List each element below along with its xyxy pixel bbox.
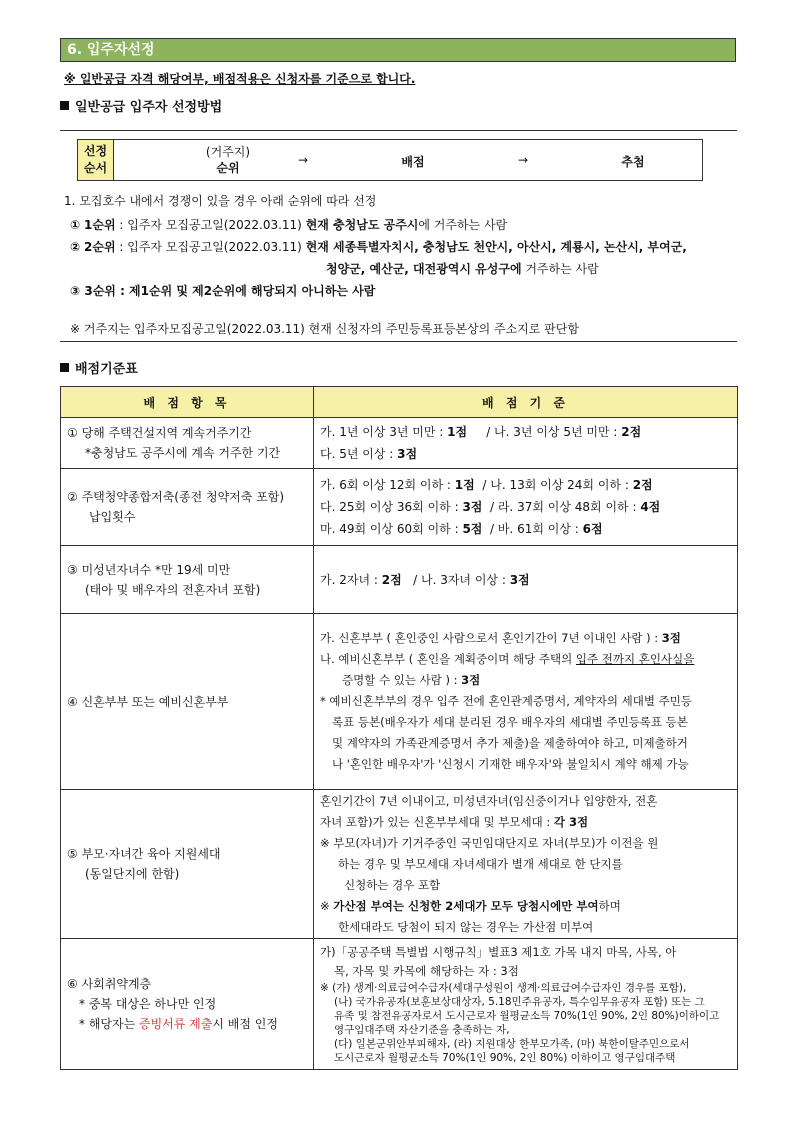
row1-item-line1: ① 당해 주택건설지역 계속거주기간 — [67, 426, 252, 440]
rank-2-regions: 현재 세종특별자치시, 충청남도 천안시, 아산시, 계룡시, 논산시, 부여군, — [305, 240, 687, 254]
flow-step-residence — [168, 144, 288, 176]
table-header-row — [61, 387, 738, 418]
row4-item-line1: ④ 신혼부부 또는 예비신혼부부 — [67, 694, 229, 709]
table-row — [61, 469, 738, 546]
row6-criteria — [314, 939, 738, 1070]
rank-3 — [70, 282, 375, 299]
row6-s4: 영구임대주택 자산기준을 충족하는 자, — [334, 1024, 510, 1036]
row6-s2: (나) 국가유공자(보훈보상대상자, 5.18민주유공자, 특수임무유공자 포함) 또는 그 — [334, 996, 705, 1008]
residence-note: ※ 거주지는 입주자모집공고일(2022.03.11) 현재 신청자의 주민등록표등본상의 주소지로 판단함 — [70, 322, 579, 336]
row4-c6: 및 계약자의 가족관계증명서 추가 제출)을 제출하여야 하고, 미제출하거 — [332, 736, 688, 750]
rank-2-num: ② — [70, 240, 81, 254]
rank-2-label: 2순위 — [84, 240, 116, 254]
row4-c1a: 가. 신혼부부 ( 혼인중인 사람으로서 혼인기간이 7년 이내인 사람 ) : — [320, 631, 662, 645]
divider — [60, 341, 737, 342]
row4-criteria — [314, 614, 738, 790]
row4-c7: 나 '혼인한 배우자'가 '신청시 기재한 배우자'와 불일치시 계약 해제 가능 — [332, 757, 689, 771]
row1-c1c: / 나. 3년 이상 5년 미만 : — [486, 425, 622, 439]
square-bullet-icon — [60, 363, 69, 372]
row6-s5: (다) 일본군위안부피해자, (라) 지원대상 한부모가족, (마) 북한이탈주민으로서 — [334, 1038, 690, 1050]
rank-1-label: 1순위 — [84, 218, 116, 232]
table-row — [61, 418, 738, 469]
row4-c5: 록표 등본(배우자가 세대 분리된 경우 배우자의 세대별 주민등록표 등본 — [332, 715, 688, 729]
row2-c1d: 2점 — [632, 478, 653, 492]
row2-c1b: 1점 — [454, 478, 475, 492]
selection-flow — [77, 139, 703, 181]
row2-c3d: 6점 — [582, 522, 603, 536]
row2-c3a: 마. 49회 이상 60회 이하 : — [320, 522, 463, 536]
row3-c1a: 가. 2자녀 : — [320, 572, 382, 587]
row2-item-line1: ② 주택청약종합저축(종전 청약저축 포함) — [67, 490, 285, 504]
row5-c4: 하는 경우 및 부모세대 자녀세대가 별개 세대로 한 단지를 — [338, 856, 623, 871]
row5-c1: 혼인기간이 7년 이내이고, 미성년자녀(임신중이거나 입양한자, 전혼 — [320, 793, 658, 808]
row5-item-line1: ⑤ 부모·자녀간 육아 지원세대 — [67, 847, 221, 861]
row2-c2c: / 라. 37회 이상 48회 이하 : — [490, 500, 641, 514]
flow-label — [78, 140, 114, 180]
row6-item-line1: ⑥ 사회취약계층 — [67, 977, 152, 991]
rank-2-regions-2: 청양군, 예산군, 대전광역시 유성구에 — [326, 262, 522, 276]
row6-s6: 도시근로자 월평균소득 70%(1인 90%, 2인 80%) 이하이고 영구임대주택 — [334, 1052, 676, 1064]
rank-1-region: 현재 충청남도 공주시 — [305, 218, 419, 232]
flow-label-line1: 선정 — [83, 144, 108, 158]
row2-c3c: / 바. 61회 이상 : — [490, 522, 583, 536]
row2-item — [61, 469, 314, 546]
row5-c6c: 하며 — [598, 898, 621, 913]
row2-c2b: 3점 — [462, 500, 483, 514]
table-row — [61, 939, 738, 1070]
header-criteria: 배 점 기 준 — [314, 387, 738, 418]
row6-item3b: 증빙서류 제출 — [139, 1017, 213, 1031]
section-title: 6. 입주자선정 — [60, 38, 736, 62]
table-row — [61, 546, 738, 614]
square-bullet-icon — [60, 101, 69, 110]
row4-c3b: 3점 — [461, 673, 481, 687]
notice: ※ 일반공급 자격 해당여부, 배점적용은 신청자를 기준으로 합니다. — [64, 72, 416, 86]
flow-label-line2: 순서 — [83, 161, 108, 175]
row4-c4: * 예비신혼부부의 경우 입주 전에 혼인관계증명서, 계약자의 세대별 주민등 — [320, 694, 692, 708]
arrow-right-icon: → — [297, 153, 309, 167]
score-heading — [60, 358, 138, 377]
rank-1-num: ① — [70, 218, 81, 232]
flow-step1-bottom: 순위 — [216, 161, 240, 175]
row5-c5: 신청하는 경우 포함 — [344, 877, 441, 892]
rank-3-text: 3순위 : 제1순위 및 제2순위에 해당되지 아니하는 사람 — [84, 284, 376, 298]
row3-item-line1: ③ 미성년자녀수 *만 19세 미만 — [67, 562, 231, 577]
row4-c1b: 3점 — [661, 631, 681, 645]
row6-item3c: 시 배점 인정 — [212, 1017, 278, 1031]
row5-c3: ※ 부모(자녀)가 기거주중인 국민임대단지로 자녀(부모)가 이전을 원 — [320, 835, 659, 850]
row6-item — [61, 939, 314, 1070]
row5-c2a: 자녀 포함)가 있는 신혼부부세대 및 부모세대 : — [320, 814, 554, 829]
arrow-right-icon: → — [517, 153, 529, 167]
row3-c1b: 2점 — [381, 572, 402, 587]
row5-c6a: ※ — [320, 898, 334, 913]
table-row — [61, 790, 738, 939]
row2-item-line2: 납입횟수 — [89, 510, 136, 524]
rank-2-post: 거주하는 사람 — [525, 262, 599, 276]
score-table — [60, 386, 738, 1070]
row5-c7: 한세대라도 당첨이 되지 않는 경우는 가산점 미부여 — [338, 919, 594, 934]
method-heading-text: 일반공급 입주자 선정방법 — [75, 100, 223, 115]
score-heading-text: 배점기준표 — [75, 362, 138, 377]
row1-criteria — [314, 418, 738, 469]
flow-step1-top: (거주지) — [205, 145, 251, 159]
row2-c2d: 4점 — [640, 500, 661, 514]
row1-c1a: 가. 1년 이상 3년 미만 : — [320, 425, 448, 439]
rule-intro: 1. 모집호수 내에서 경쟁이 있을 경우 아래 순위에 따라 선정 — [64, 194, 377, 208]
rank-1-post: 에 거주하는 사람 — [418, 218, 508, 232]
rank-3-num: ③ — [70, 284, 81, 298]
row3-criteria — [314, 546, 738, 614]
row1-c1b: 1점 — [447, 425, 468, 439]
flow-step-lottery: 추첨 — [621, 155, 645, 169]
row5-criteria — [314, 790, 738, 939]
row1-item — [61, 418, 314, 469]
row4-c2u: 입주 전까지 혼인사실을 — [575, 652, 695, 666]
row5-item-line2: (동일단지에 한함) — [85, 867, 180, 881]
row2-c1c: / 나. 13회 이상 24회 이하 : — [482, 478, 633, 492]
row3-c1d: 3점 — [509, 572, 530, 587]
row5-c2b: 각 3점 — [553, 814, 589, 829]
row4-item — [61, 614, 314, 790]
row6-c2: 목, 자목 및 카목에 해당하는 자 : 3점 — [334, 964, 519, 978]
rank-2-cont — [326, 260, 599, 277]
divider — [60, 130, 737, 131]
row4-c3a: 증명할 수 있는 사람 ) : — [342, 673, 462, 687]
row4-c2a: 나. 예비신혼부부 ( 혼인을 계획중이며 해당 주택의 — [320, 652, 576, 666]
row6-item3a: * 해당자는 — [79, 1017, 139, 1031]
row6-s3: 유족 및 참전유공자로서 도시근로자 월평균소득 70%(1인 90%, 2인 80%)이하이고 — [334, 1010, 720, 1022]
row3-item — [61, 546, 314, 614]
row6-c1: 가)「공공주택 특별법 시행규칙」별표3 제1호 가목 내지 마목, 사목, 아 — [320, 945, 677, 959]
row1-c2a: 다. 5년 이상 : — [320, 447, 398, 461]
row6-item-line2: * 중복 대상은 하나만 인정 — [79, 997, 217, 1011]
rank-2 — [70, 238, 687, 255]
rank-1-pre: : 입주자 모집공고일(2022.03.11) — [119, 218, 302, 232]
row5-c6b: 가산점 부여는 신청한 2세대가 모두 당첨시에만 부여 — [333, 898, 599, 913]
row1-item-line2: *충청남도 공주시에 계속 거주한 기간 — [85, 446, 281, 460]
rank-1 — [70, 216, 507, 233]
table-row — [61, 614, 738, 790]
row2-c3b: 5점 — [462, 522, 483, 536]
row2-c2a: 다. 25회 이상 36회 이하 : — [320, 500, 463, 514]
flow-step-score: 배점 — [401, 155, 425, 169]
row1-c2b: 3점 — [397, 447, 418, 461]
row2-c1a: 가. 6회 이상 12회 이하 : — [320, 478, 455, 492]
row6-s1: ※ (가) 생계·의료급여수급자(세대구성원이 생계·의료급여수급자인 경우를 포함), — [320, 982, 687, 994]
rank-2-pre: : 입주자 모집공고일(2022.03.11) — [119, 240, 302, 254]
row2-criteria — [314, 469, 738, 546]
row1-c1d: 2점 — [621, 425, 642, 439]
row5-item — [61, 790, 314, 939]
header-item: 배 점 항 목 — [61, 387, 314, 418]
row3-item-line2: (태아 및 배우자의 전혼자녀 포함) — [85, 582, 261, 597]
method-heading — [60, 96, 222, 115]
row3-c1c: / 나. 3자녀 이상 : — [413, 572, 510, 587]
